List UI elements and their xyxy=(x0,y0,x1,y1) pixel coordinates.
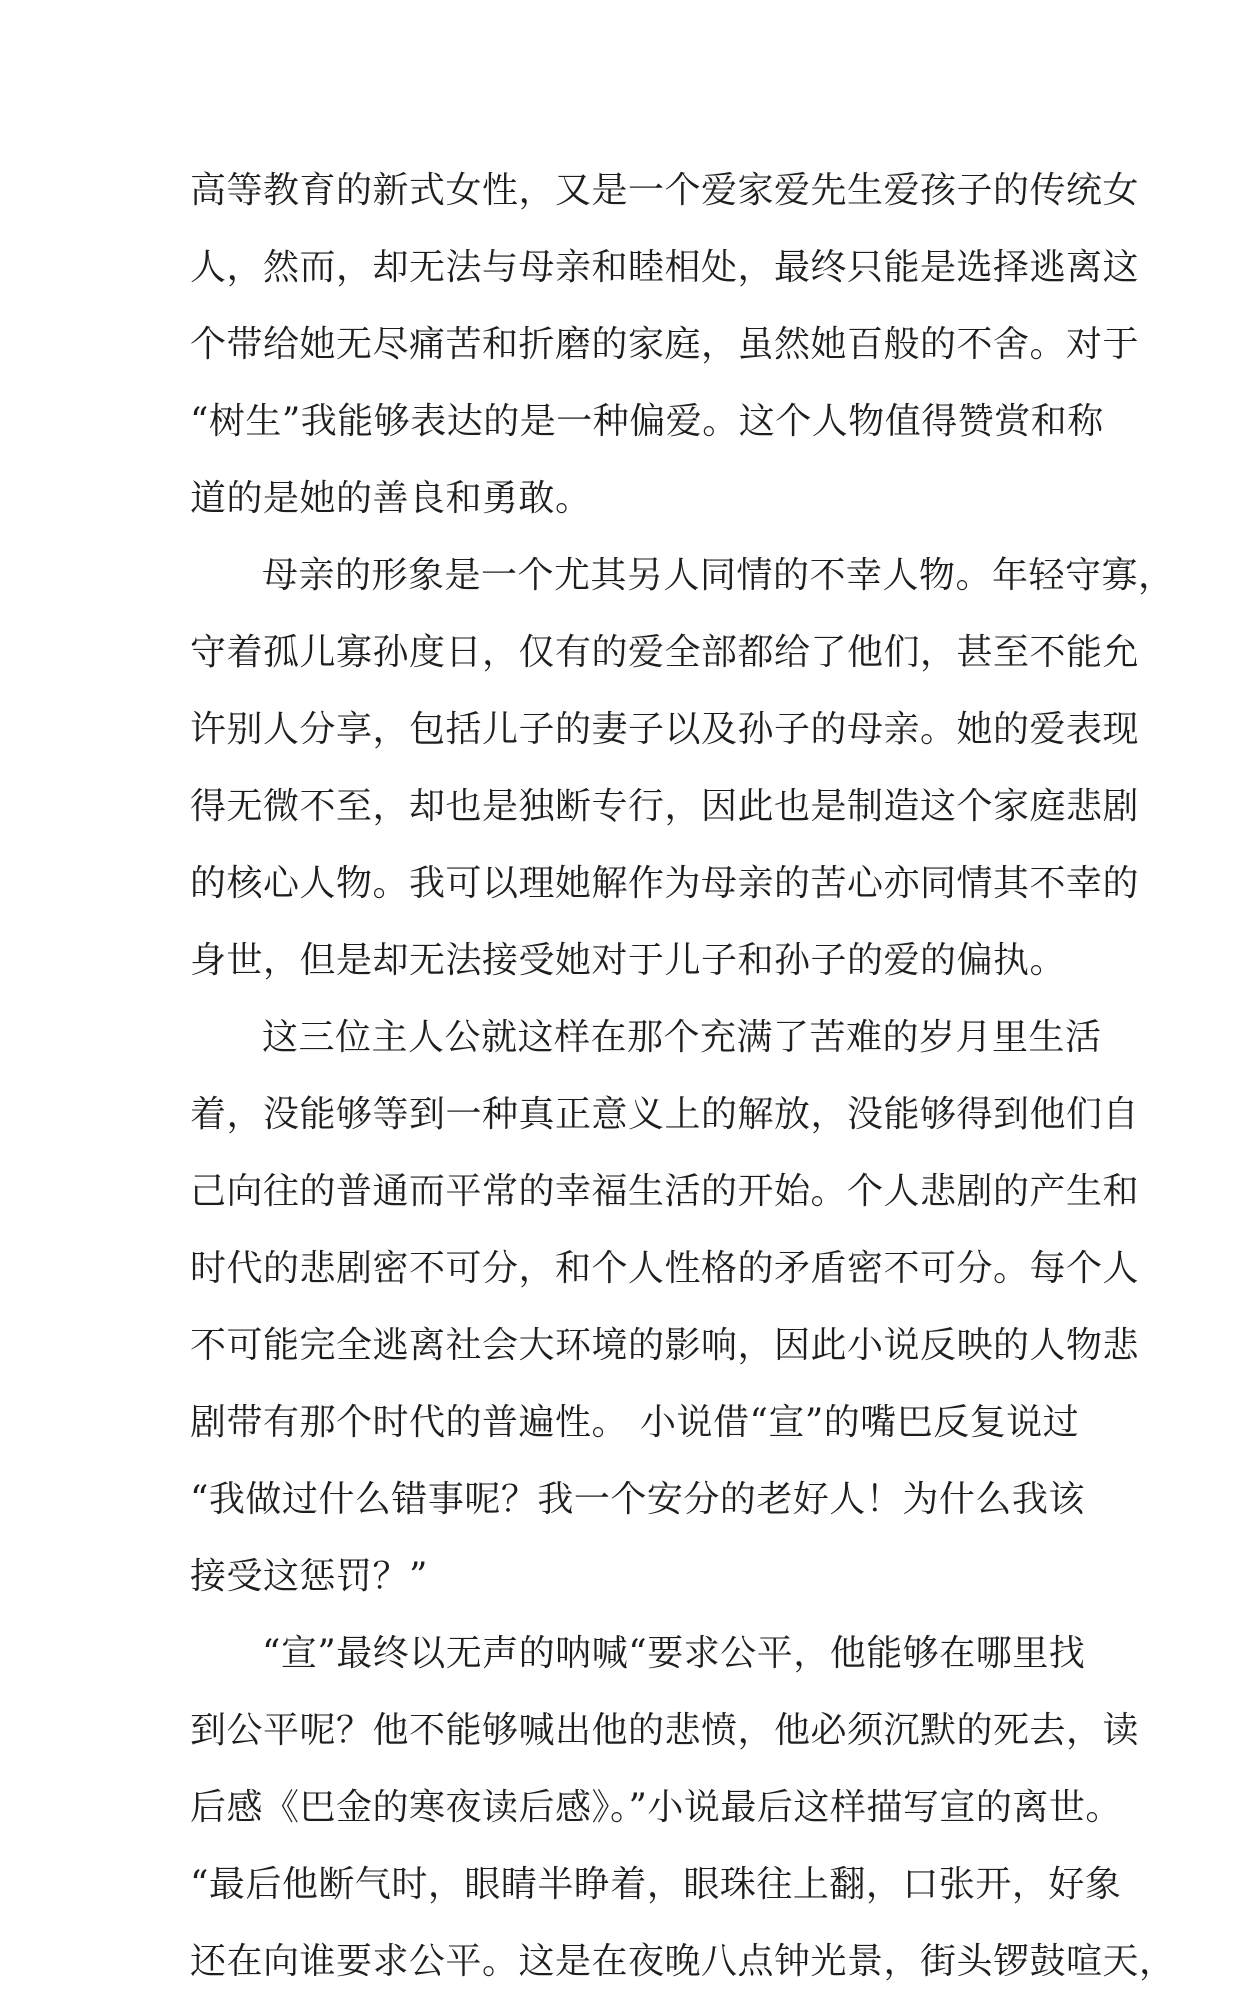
text-line: 着，没能够等到一种真正意义上的解放，没能够得到他们自 xyxy=(190,1094,1140,1135)
text-line: 到公平呢？他不能够喊出他的悲愤，他必须沉默的死去，读 xyxy=(190,1710,1140,1751)
text-line: 还在向谁要求公平。这是在夜晚八点钟光景，街头锣鼓喧天， xyxy=(190,1941,1176,1982)
text-line: 后感《巴金的寒夜读后感》。”小说最后这样描写宣的离世。 xyxy=(190,1787,1122,1828)
text-line: “宣”最终以无声的呐喊“要求公平，他能够在哪里找 xyxy=(262,1633,1086,1674)
text-line: 高等教育的新式女性，又是一个爱家爱先生爱孩子的传统女 xyxy=(190,170,1140,211)
text-line: “我做过什么错事呢？我一个安分的老好人！为什么我该 xyxy=(190,1479,1085,1520)
text-line: “树生”我能够表达的是一种偏爱。这个人物值得赞赏和称 xyxy=(190,401,1104,442)
text-line: 这三位主人公就这样在那个充满了苦难的岁月里生活 xyxy=(262,1017,1102,1058)
text-line: 身世，但是却无法接受她对于儿子和孙子的爱的偏执。 xyxy=(190,940,1067,981)
text-line: 人，然而，却无法与母亲和睦相处，最终只能是选择逃离这 xyxy=(190,247,1140,288)
text-line: “最后他断气时，眼睛半睁着，眼珠往上翻，口张开，好象 xyxy=(190,1864,1122,1905)
text-line: 守着孤儿寡孙度日，仅有的爱全部都给了他们，甚至不能允 xyxy=(190,632,1140,673)
text-line: 个带给她无尽痛苦和折磨的家庭，虽然她百般的不舍。对于 xyxy=(190,324,1140,365)
text-line: 道的是她的善良和勇敢。 xyxy=(190,478,592,519)
body-text xyxy=(190,152,1176,2000)
text-line: 接受这惩罚？” xyxy=(190,1556,428,1597)
text-line: 的核心人物。我可以理她解作为母亲的苦心亦同情其不幸的 xyxy=(190,863,1140,904)
text-line: 己向往的普通而平常的幸福生活的开始。个人悲剧的产生和 xyxy=(190,1171,1140,1212)
text-line: 剧带有那个时代的普遍性。 小说借“宣”的嘴巴反复说过 xyxy=(190,1402,1080,1443)
text-line: 母亲的形象是一个尤其另人同情的不幸人物。年轻守寡， xyxy=(262,555,1175,596)
text-line: 许别人分享，包括儿子的妻子以及孙子的母亲。她的爱表现 xyxy=(190,709,1140,750)
text-line: 得无微不至，却也是独断专行，因此也是制造这个家庭悲剧 xyxy=(190,786,1140,827)
text-line: 不可能完全逃离社会大环境的影响，因此小说反映的人物悲 xyxy=(190,1325,1140,1366)
text-line: 时代的悲剧密不可分，和个人性格的矛盾密不可分。每个人 xyxy=(190,1248,1140,1289)
